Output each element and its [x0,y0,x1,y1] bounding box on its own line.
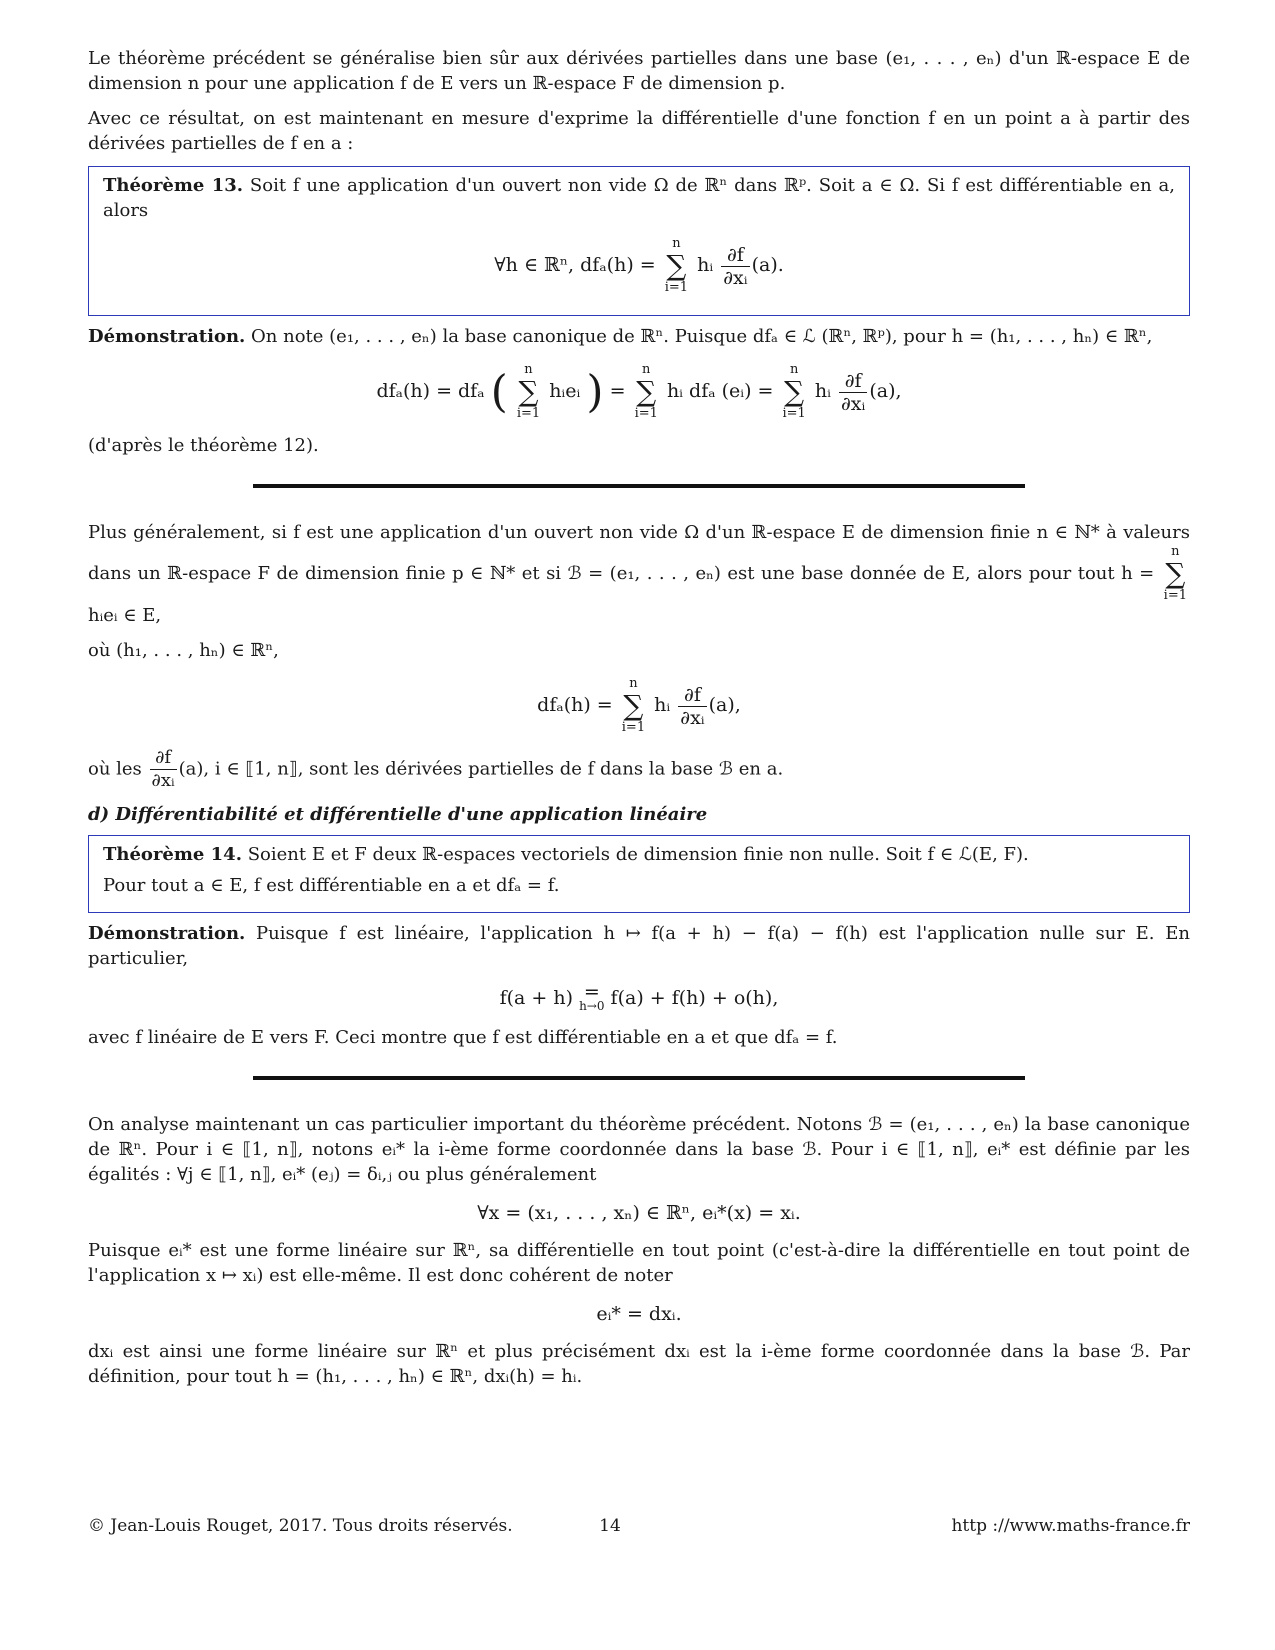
section-divider-2 [253,1076,1025,1080]
sum-symbol: n ∑ i=1 [664,236,689,295]
sum-symbol: n ∑ i=1 [621,676,646,735]
demonstration-14-label: Démonstration. [88,923,246,944]
sum-upper-bound: n [789,362,799,377]
demonstration-13 [88,324,1190,349]
sum-upper-bound: n [629,676,638,691]
copyright-notice: © Jean-Louis Rouget, 2017. Tous droits réservés. [88,1516,513,1536]
sum-upper-bound: n [524,362,533,377]
partial-derivative-fraction [150,747,177,792]
partial-derivative-fraction [678,684,706,729]
fraction-denominator: ∂xᵢ [723,266,748,289]
sum-symbol-2: n ∑ i=1 [634,362,658,421]
general-text-c: où les [88,758,142,780]
demonstration-13-reference: (d'après le théorème 12). [88,435,319,456]
particular-paragraph-1: On analyse maintenant un cas particulier important du théorème précédent. Notons ℬ = (e₁, . . . , eₙ) la base canonique de ℝⁿ. Pour i ∈ ⟦1, n⟧, notons eᵢ* la i-ème forme coordonnée dans la base ℬ. Pour i ∈ ⟦1, n⟧, eᵢ* est définie par les égalités : ∀j ∈ ⟦1, n⟧, eᵢ* (eⱼ) = δᵢ,ⱼ ou plus généralement [88,1114,1190,1185]
equals-sign: = [583,981,600,1003]
demonstration-13-text: On note (e₁, . . . , eₙ) la base canonique de ℝⁿ. Puisque dfₐ ∈ ℒ (ℝⁿ, ℝᵖ), pour h = (h₁, . . . , hₙ) ∈ ℝⁿ, [251,326,1153,347]
sum-lower-bound: i=1 [634,406,658,421]
fraction-numerator: ∂f [839,370,867,393]
general-paragraph-1 [88,520,1190,628]
formula-right: (a), [708,694,741,716]
sum-lower-bound: i=1 [621,720,646,735]
particular-formula-1: ∀x = (x₁, . . . , xₙ) ∈ ℝⁿ, eᵢ*(x) = xᵢ. [477,1202,801,1224]
sum-symbol: n ∑ i=1 [516,362,541,421]
theorem-13-statement [103,173,1175,223]
sum-term: hᵢ [654,694,671,716]
demonstration-13-label: Démonstration. [88,326,246,347]
sum-upper-bound: n [672,236,681,251]
page-body [88,46,1190,1399]
sum-upper-bound: n [1171,544,1180,559]
theorem-13-formula [103,237,1175,295]
demonstration-13-formula: dfₐ(h) = dfₐ ( n ∑ i=1 hᵢeᵢ ) = n ∑ i=1 hᵢ dfₐ (eᵢ) = n ∑ i=1 hᵢ $\frac{\partial f}{\text{∂xᵢ}}$ (a), [376,362,902,421]
fraction-denominator: ∂xᵢ [151,770,175,791]
section-divider [253,484,1025,488]
sum-term: hᵢ [697,254,714,276]
theorem-14-conclusion: Pour tout a ∈ E, f est différentiable en a et dfₐ = f. [103,875,560,896]
subsection-heading: d) Différentiabilité et différentielle d'une application linéaire [88,804,708,825]
particular-formula-2: eᵢ* = dxᵢ. [596,1303,682,1325]
theorem-14-label: Théorème 14. [103,844,242,865]
formula-right: (a). [751,254,784,276]
formula-right: f(a) + f(h) + o(h), [610,987,779,1009]
sum-lower-bound: i=1 [782,406,806,421]
limit-subscript: h→0 [579,999,605,1013]
theorem-13-label: Théorème 13. [103,175,244,196]
formula-left: dfₐ(h) = [537,694,613,716]
sum-term-3: hᵢ [814,380,831,402]
theorem-14-box [88,835,1190,913]
formula-left: ∀h ∈ ℝⁿ, dfₐ(h) = [494,254,656,276]
sum-lower-bound: i=1 [664,280,689,295]
fraction-denominator: ∂xᵢ [680,706,705,729]
website-link[interactable]: http ://www.maths-france.fr [951,1516,1190,1536]
sum-term-2: hᵢ dfₐ (eᵢ) = [666,380,774,402]
general-text-d: (a), i ∈ ⟦1, n⟧, sont les dérivées partielles de f dans la base ℬ en a. [178,758,784,780]
theorem-14-text: Soient E et F deux ℝ-espaces vectoriels de dimension finie non nulle. Soit f ∈ ℒ(E, F). [247,844,1029,865]
partial-derivative-fraction [839,370,867,415]
general-paragraph-2: où (h₁, . . . , hₙ) ∈ ℝⁿ, [88,640,279,661]
intro-paragraph-1: Le théorème précédent se généralise bien sûr aux dérivées partielles dans une base (e₁, . . . , eₙ) d'un ℝ-espace E de dimension n pour une application f de E vers un ℝ-espace F de dimension p. [88,48,1190,94]
sum-lower-bound: i=1 [516,406,541,421]
particular-paragraph-2: Puisque eᵢ* est une forme linéaire sur ℝⁿ, sa différentielle en tout point (c'est-à-dire la différentielle en tout point de l'application x ↦ xᵢ) est elle-même. Il est donc cohérent de noter [88,1240,1190,1286]
particular-paragraph-3: dxᵢ est ainsi une forme linéaire sur ℝⁿ et plus précisément dxᵢ est la i-ème forme coordonnée dans la base ℬ. Par définition, pour tout h = (h₁, . . . , hₙ) ∈ ℝⁿ, dxᵢ(h) = hᵢ. [88,1341,1190,1387]
fraction-numerator: ∂f [678,684,706,707]
formula-right: (a), [869,380,902,402]
demonstration-14-conclusion: avec f linéaire de E vers F. Ceci montre que f est différentiable en a et que dfₐ = f. [88,1027,838,1048]
formula-left: dfₐ(h) = dfₐ [376,380,485,402]
general-text-a: Plus généralement, si f est une application d'un ouvert non vide Ω d'un ℝ-espace E de dimension finie n ∈ ℕ* à valeurs dans un ℝ-espace F de dimension finie p ∈ ℕ* et si ℬ = (e₁, . . . , eₙ) est une base donnée de E, alors pour tout h = [88,522,1190,584]
equals-sign: = [609,380,626,402]
sum-upper-bound: n [642,362,651,377]
theorem-13-text: Soit f une application d'un ouvert non vide Ω de ℝⁿ dans ℝᵖ. Soit a ∈ Ω. Si f est différentiable en a, alors [103,175,1175,221]
sum-symbol: n ∑ i=1 [1163,544,1187,603]
theorem-13-box [88,166,1190,316]
fraction-denominator: ∂xᵢ [840,392,866,415]
page-number: 14 [599,1516,621,1536]
sum-lower-bound: i=1 [1163,588,1187,603]
sum-term-1: hᵢeᵢ [549,380,581,402]
general-formula [88,677,1190,735]
theorem-14-statement [103,842,1175,867]
fraction-numerator: ∂f [150,747,177,770]
general-text-b: hᵢeᵢ ∈ E, [88,605,162,626]
demonstration-14 [88,921,1190,971]
sum-symbol-3: n ∑ i=1 [782,362,806,421]
limit-equals [579,981,605,1013]
fraction-numerator: ∂f [721,244,749,267]
formula-left: f(a + h) [499,987,574,1009]
general-paragraph-3 [88,747,1190,792]
intro-paragraph-2: Avec ce résultat, on est maintenant en mesure d'exprime la différentielle d'une fonction f en un point a à partir des dérivées partielles de f en a : [88,108,1190,154]
partial-derivative-fraction [721,244,749,289]
demonstration-14-formula [88,981,1190,1013]
demonstration-14-text: Puisque f est linéaire, l'application h ↦ f(a + h) − f(a) − f(h) est l'application nulle sur E. En particulier, [88,923,1190,969]
